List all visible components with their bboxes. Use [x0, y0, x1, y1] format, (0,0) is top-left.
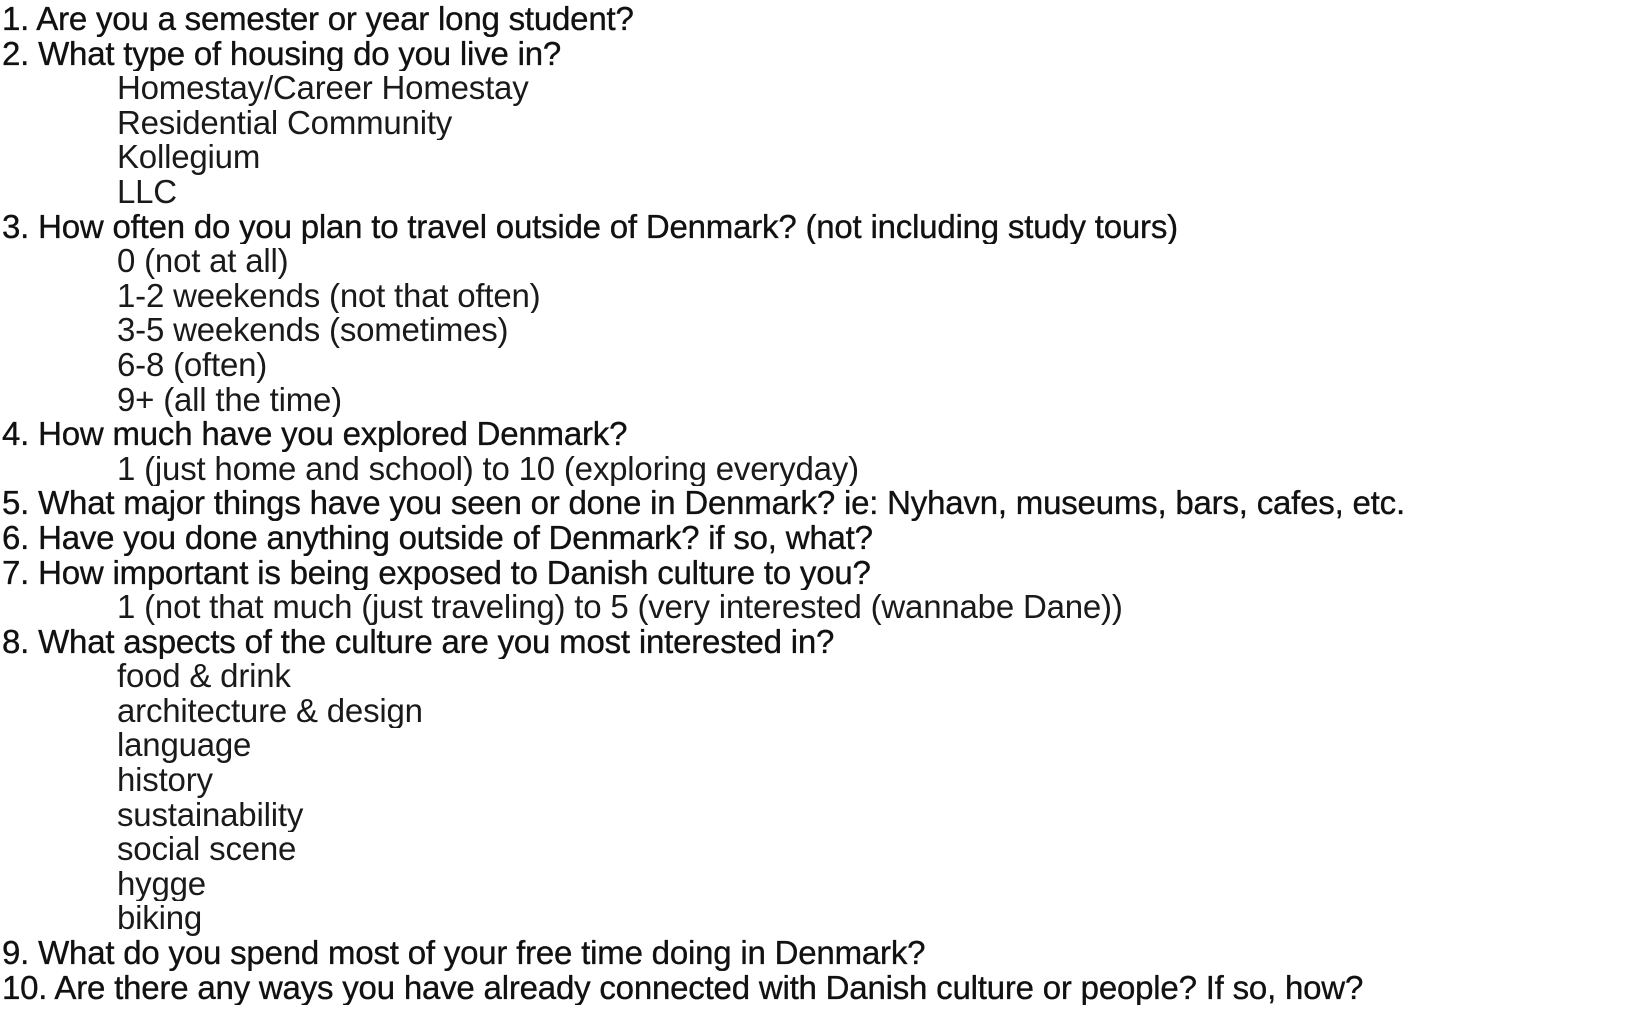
question-3-option-4: 6-8 (often) [117, 347, 268, 383]
question-8-option-8: biking [117, 901, 203, 937]
question-3-option-3: 3-5 weekends (sometimes) [117, 313, 509, 348]
question-2-option-4: LLC [117, 174, 177, 210]
question-7: 7. How important is being exposed to Danish culture to you? [2, 555, 871, 591]
question-7-option-1: 1 (not that much (just traveling) to 5 (very interested (wannabe Dane)) [117, 590, 1123, 625]
question-3-option-5: 9+ (all the time) [117, 382, 342, 418]
question-8-option-3: language [117, 728, 252, 764]
question-8-option-7: hygge [117, 866, 206, 902]
question-8-option-2: architecture & design [117, 693, 423, 729]
question-6: 6. Have you done anything outside of Denmark? if so, what? [2, 520, 873, 556]
question-3-option-1: 0 (not at all) [117, 244, 289, 279]
question-8-option-5: sustainability [117, 797, 304, 833]
question-4: 4. How much have you explored Denmark? [2, 417, 628, 452]
question-8-option-1: food & drink [117, 659, 291, 694]
question-1: 1. Are you a semester or year long student? [2, 2, 634, 37]
question-10: 10. Are there any ways you have already connected with Danish culture or people? If so, how? [2, 970, 1364, 1006]
question-2-option-1: Homestay/Career Homestay [117, 71, 529, 106]
question-3: 3. How often do you plan to travel outside of Denmark? (not including study tours) [2, 209, 1178, 245]
question-5: 5. What major things have you seen or done in Denmark? ie: Nyhavn, museums, bars, cafes, etc. [2, 486, 1405, 521]
question-2: 2. What type of housing do you live in? [2, 36, 562, 72]
question-4-option-1: 1 (just home and school) to 10 (exploring everyday) [117, 451, 859, 487]
question-8-option-6: social scene [117, 832, 297, 867]
question-9: 9. What do you spend most of your free time doing in Denmark? [2, 936, 926, 971]
question-3-option-2: 1-2 weekends (not that often) [117, 278, 541, 314]
question-2-option-3: Kollegium [117, 140, 261, 175]
question-2-option-2: Residential Community [117, 105, 453, 141]
question-8-option-4: history [117, 763, 213, 798]
question-8: 8. What aspects of the culture are you most interested in? [2, 624, 835, 660]
